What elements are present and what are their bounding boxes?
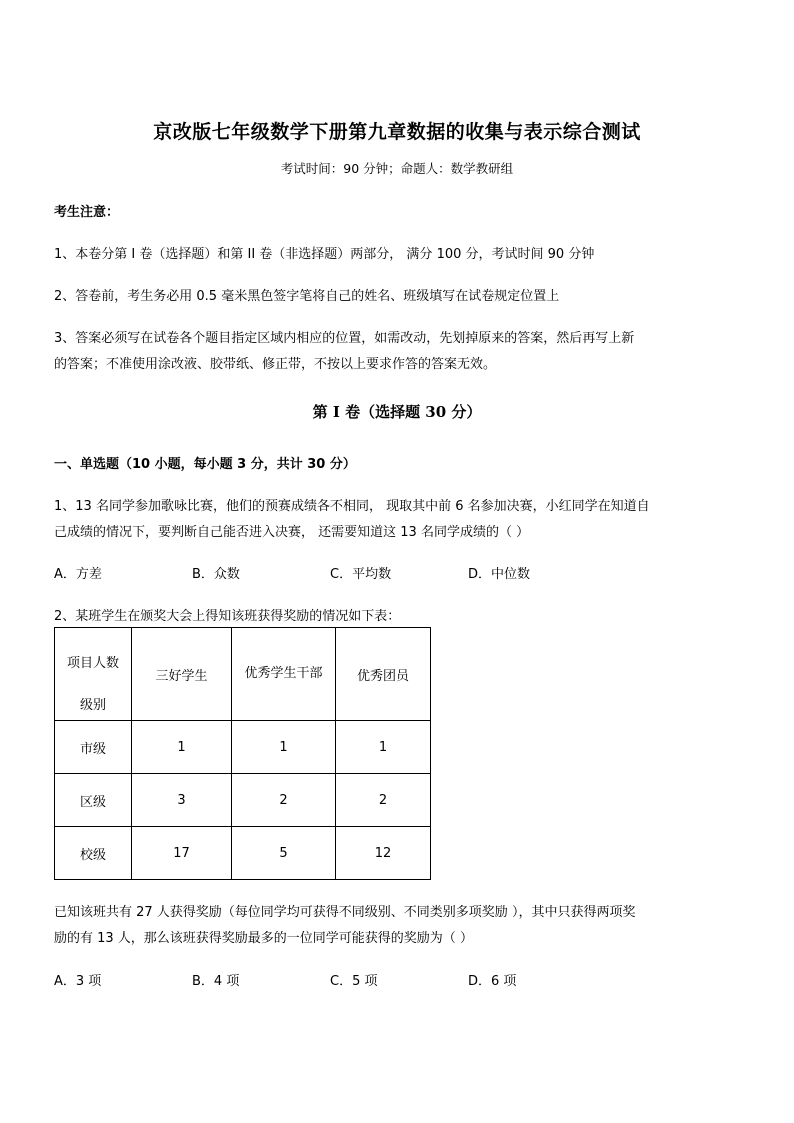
corner-bottom-label: 级别 xyxy=(79,698,106,713)
notice-item-2: 2、答卷前，考生务必用 0.5 毫米黑色签字笔将自己的姓名、班级填写在试卷规定位置上 xyxy=(54,289,560,304)
table-cell: 5 xyxy=(232,827,336,880)
table-cell: 3 xyxy=(132,774,232,827)
exam-info: 考试时间：90 分钟；命题人：数学教研组 xyxy=(280,161,514,176)
column-header: 优秀团员 xyxy=(336,628,431,721)
q2-option-d: D．6 项 xyxy=(468,974,517,989)
table-corner-cell xyxy=(55,628,132,721)
row-label: 市级 xyxy=(55,721,132,774)
table-cell: 17 xyxy=(132,827,232,880)
q1-option-d: D．中位数 xyxy=(468,567,531,582)
row-label: 校级 xyxy=(55,827,132,880)
notice-item-3-cont: 的答案；不准使用涂改液、胶带纸、修正带，不按以上要求作答的答案无效。 xyxy=(54,357,497,372)
q2-option-b: B．4 项 xyxy=(192,974,240,989)
question-1-line-2: 己成绩的情况下，要判断自己能否进入决赛， 还需要知道这 13 名同学成绩的（ ） xyxy=(54,525,530,540)
table-cell: 1 xyxy=(336,721,431,774)
table-row xyxy=(55,774,431,827)
page-title: 京改版七年级数学下册第九章数据的收集与表示综合测试 xyxy=(153,121,641,143)
notice-item-3: 3、答案必须写在试卷各个题目指定区域内相应的位置，如需改动，先划掉原来的答案，然后再写上新 xyxy=(54,331,635,346)
q1-option-a: A．方差 xyxy=(54,567,102,582)
awards-table xyxy=(54,627,431,880)
q2-option-a: A．3 项 xyxy=(54,974,102,989)
notice-heading: 考生注意： xyxy=(54,205,120,220)
question-2-line-2: 励的有 13 人，那么该班获得奖励最多的一位同学可能获得的奖励为（ ） xyxy=(54,931,473,946)
question-2-line-1: 已知该班共有 27 人获得奖励（每位同学均可获得不同级别、不同类别多项奖励 ），其中只获得两项奖 xyxy=(54,905,636,920)
question-2-intro: 2、某班学生在颁奖大会上得知该班获得奖励的情况如下表： xyxy=(54,609,401,624)
corner-top-label: 项目人数 xyxy=(66,656,119,671)
section-title: 第 I 卷（选择题 30 分） xyxy=(312,403,482,421)
table-cell: 1 xyxy=(132,721,232,774)
table-row xyxy=(55,827,431,880)
table-cell: 1 xyxy=(232,721,336,774)
part-heading: 一、单选题（10 小题，每小题 3 分，共计 30 分） xyxy=(54,457,356,472)
table-header-row xyxy=(55,628,431,721)
table-row xyxy=(55,721,431,774)
row-label: 区级 xyxy=(55,774,132,827)
q1-option-c: C．平均数 xyxy=(330,567,392,582)
column-header: 三好学生 xyxy=(132,628,232,721)
notice-item-1: 1、本卷分第 I 卷（选择题）和第 II 卷（非选择题）两部分， 满分 100 分，考试时间 90 分钟 xyxy=(54,247,595,262)
column-header: 优秀学生干部 xyxy=(232,628,336,721)
question-1-line-1: 1、13 名同学参加歌咏比赛，他们的预赛成绩各不相同， 现取其中前 6 名参加决赛，小红同学在知道自 xyxy=(54,499,650,514)
q1-option-b: B．众数 xyxy=(192,567,240,582)
table-cell: 12 xyxy=(336,827,431,880)
q2-option-c: C．5 项 xyxy=(330,974,378,989)
table-cell: 2 xyxy=(232,774,336,827)
table-cell: 2 xyxy=(336,774,431,827)
